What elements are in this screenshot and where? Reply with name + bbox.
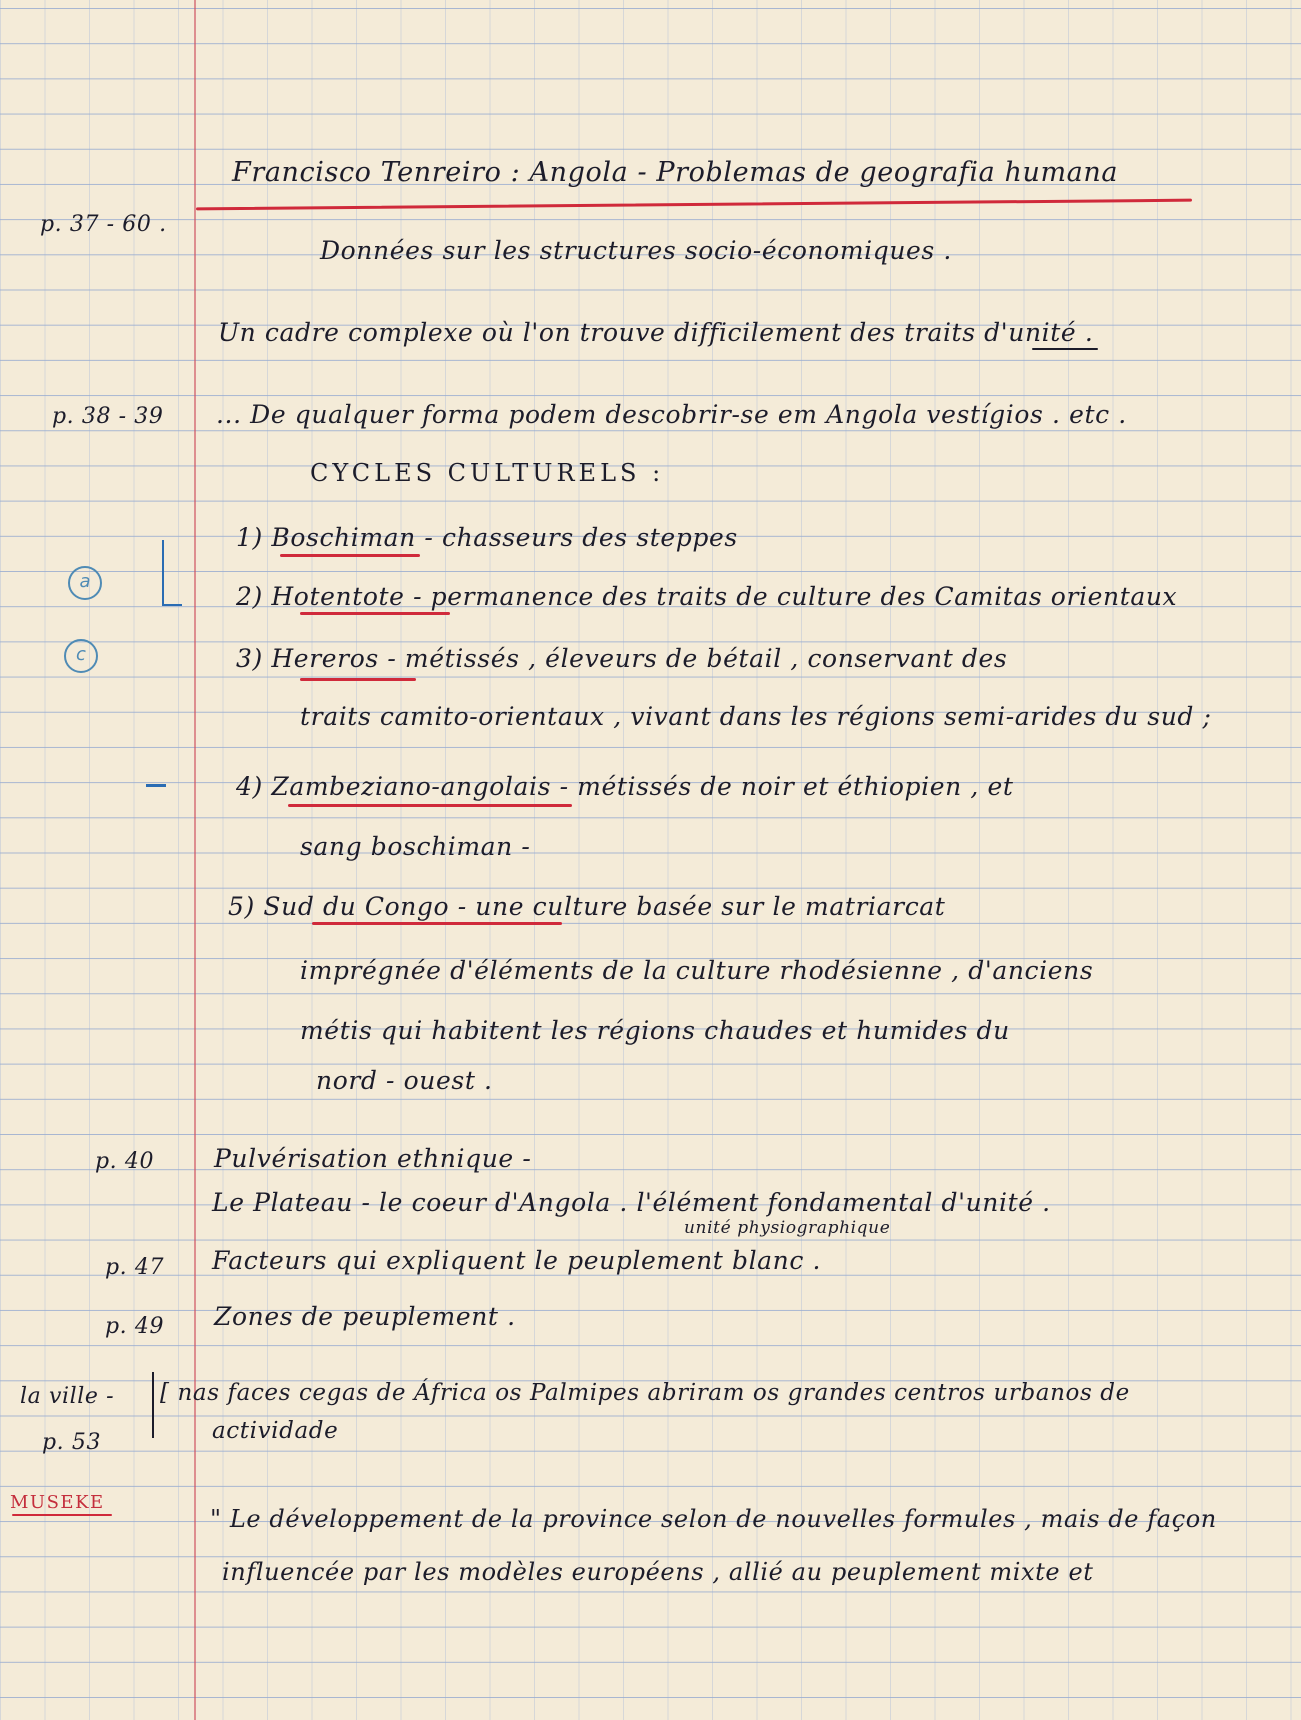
page-ref-la-ville: la ville - [20, 1384, 115, 1409]
p40-annotation: unité physiographique [684, 1218, 891, 1238]
hotentote-underline [300, 612, 450, 615]
p40-line-2: Le Plateau - le coeur d'Angola . l'élément fondamental d'unité . [212, 1188, 1051, 1217]
unite-underline [1032, 348, 1098, 350]
circled-a-mark: a [68, 566, 102, 600]
p53-line-2: actividade [212, 1418, 339, 1444]
p47-line: Facteurs qui expliquent le peuplement blanc . [212, 1246, 822, 1275]
blue-dash-mark [146, 784, 166, 787]
cycle-item-5a: 5) Sud du Congo - une culture basée sur le matriarcat [228, 892, 946, 921]
page-ref-38-39: p. 38 - 39 [52, 404, 164, 429]
cycle-item-2: 2) Hotentote - permanence des traits de culture des Camitas orientaux [236, 582, 1178, 611]
cycle-item-4b: sang boschiman - [300, 832, 531, 861]
cycle-item-3b: traits camito-orientaux , vivant dans les régions semi-arides du sud ; [300, 702, 1212, 731]
cycle-item-5b: imprégnée d'éléments de la culture rhodésienne , d'anciens [300, 956, 1094, 985]
p53-line-1: [ nas faces cegas de África os Palmipes abriram os grandes centros urbanos de [160, 1380, 1130, 1406]
museke-label: MUSEKE [10, 1492, 105, 1513]
quote-portuguese-line: ... De qualquer forma podem descobrir-se em Angola vestígios . etc . [216, 400, 1127, 429]
heading: Francisco Tenreiro : Angola - Problemas de geografia humana [232, 157, 1119, 188]
page-ref-49: p. 49 [105, 1314, 165, 1339]
boschiman-underline [280, 554, 420, 557]
cycle-item-1: 1) Boschiman - chasseurs des steppes [236, 523, 738, 552]
quote-french-line-2: influencée par les modèles européens , allié au peuplement mixte et [222, 1558, 1094, 1586]
page-ref-47: p. 47 [105, 1255, 165, 1280]
p49-line: Zones de peuplement . [214, 1302, 516, 1331]
museke-underline [12, 1514, 112, 1516]
cycle-item-5d: nord - ouest . [316, 1066, 493, 1095]
page-ref-53: p. 53 [42, 1430, 102, 1455]
cycle-item-4a: 4) Zambeziano-angolais - métissés de noir et éthiopien , et [236, 772, 1014, 801]
margin-line [194, 0, 196, 1720]
sud-du-congo-underline [312, 922, 562, 925]
p53-bracket [152, 1372, 154, 1438]
quote-french-line-1: " Le développement de la province selon de nouvelles formules , mais de façon [210, 1505, 1217, 1533]
cycles-heading: CYCLES CULTURELS : [310, 459, 665, 487]
cycle-item-3a: 3) Hereros - métissés , éleveurs de bétail , conservant des [236, 644, 1008, 673]
page-ref-37-60: p. 37 - 60 . [40, 212, 167, 237]
hereros-underline [300, 678, 416, 681]
cycle-item-5c: métis qui habitent les régions chaudes et humides du [300, 1016, 1010, 1045]
zambeziano-underline [288, 804, 572, 807]
blue-bracket-mark [162, 540, 182, 606]
intro-line: Un cadre complexe où l'on trouve difficilement des traits d'unité . [218, 318, 1094, 347]
circled-c-mark: c [64, 639, 98, 673]
heading-underline [196, 199, 1192, 210]
page-ref-40: p. 40 [95, 1149, 155, 1174]
p40-line-1: Pulvérisation ethnique - [214, 1144, 532, 1173]
subtitle-line: Données sur les structures socio-économiques . [320, 236, 952, 265]
